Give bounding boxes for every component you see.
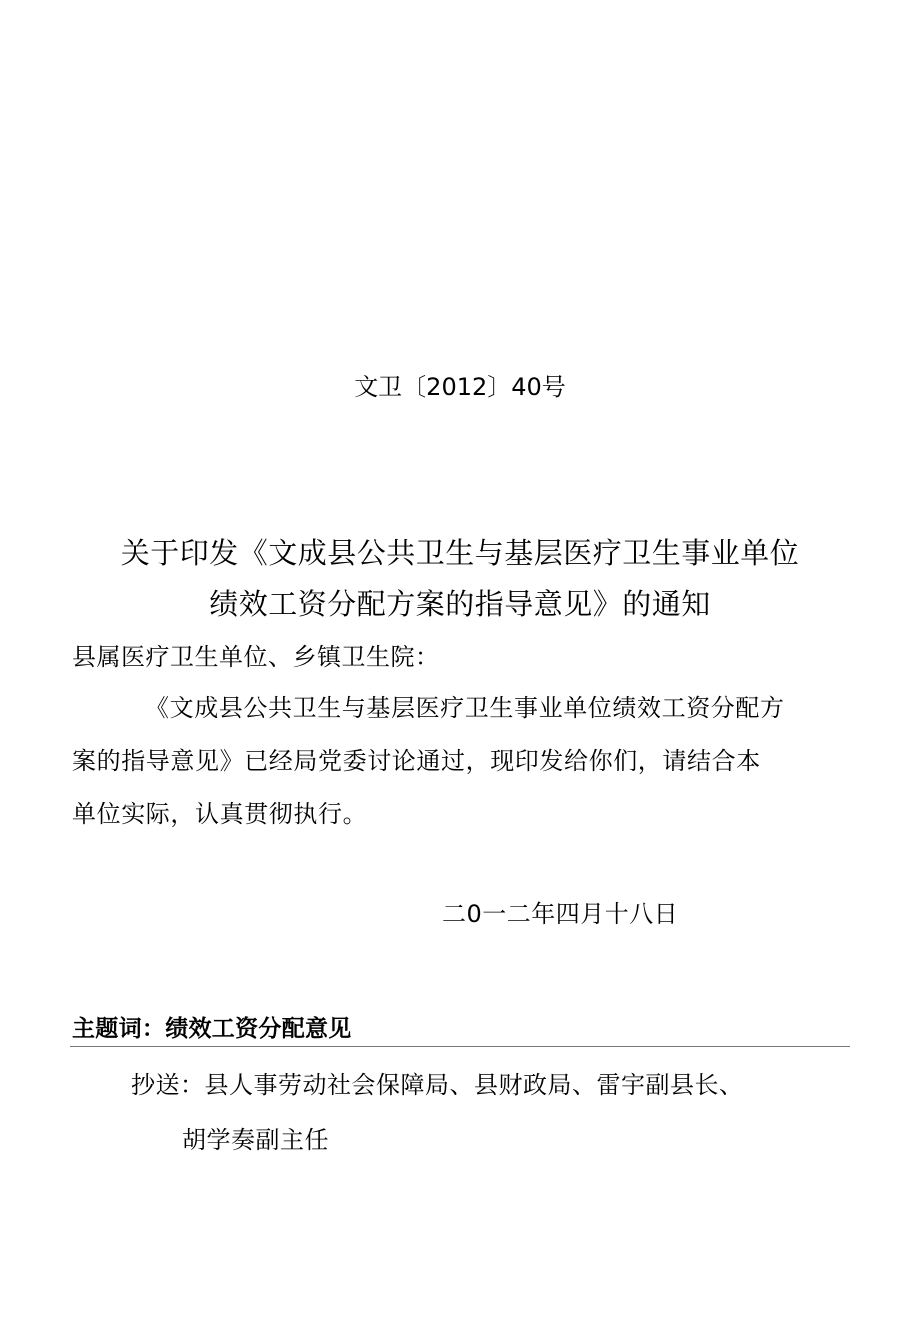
- subject-keywords: 主题词：绩效工资分配意见: [72, 1016, 352, 1042]
- body-paragraph-line: 单位实际，认真贯彻执行。: [72, 800, 368, 828]
- recipient-line: 县属医疗卫生单位、乡镇卫生院：: [72, 643, 440, 671]
- document-title-line-2: 绩效工资分配方案的指导意见》的通知: [209, 587, 711, 621]
- issue-date: 二0一二年四月十八日: [442, 900, 679, 928]
- body-paragraph-line: 《文成县公共卫生与基层医疗卫生事业单位绩效工资分配方: [145, 694, 785, 722]
- divider-line: [70, 1046, 850, 1047]
- document-number: 文卫〔2012〕40号: [354, 373, 566, 401]
- document-title-line-1: 关于印发《文成县公共卫生与基层医疗卫生事业单位: [120, 536, 800, 570]
- cc-line: 胡学奏副主任: [182, 1126, 329, 1154]
- body-paragraph-line: 案的指导意见》已经局党委讨论通过，现印发给你们，请结合本: [72, 747, 761, 775]
- cc-line: 抄送：县人事劳动社会保障局、县财政局、雷宇副县长、: [131, 1071, 744, 1099]
